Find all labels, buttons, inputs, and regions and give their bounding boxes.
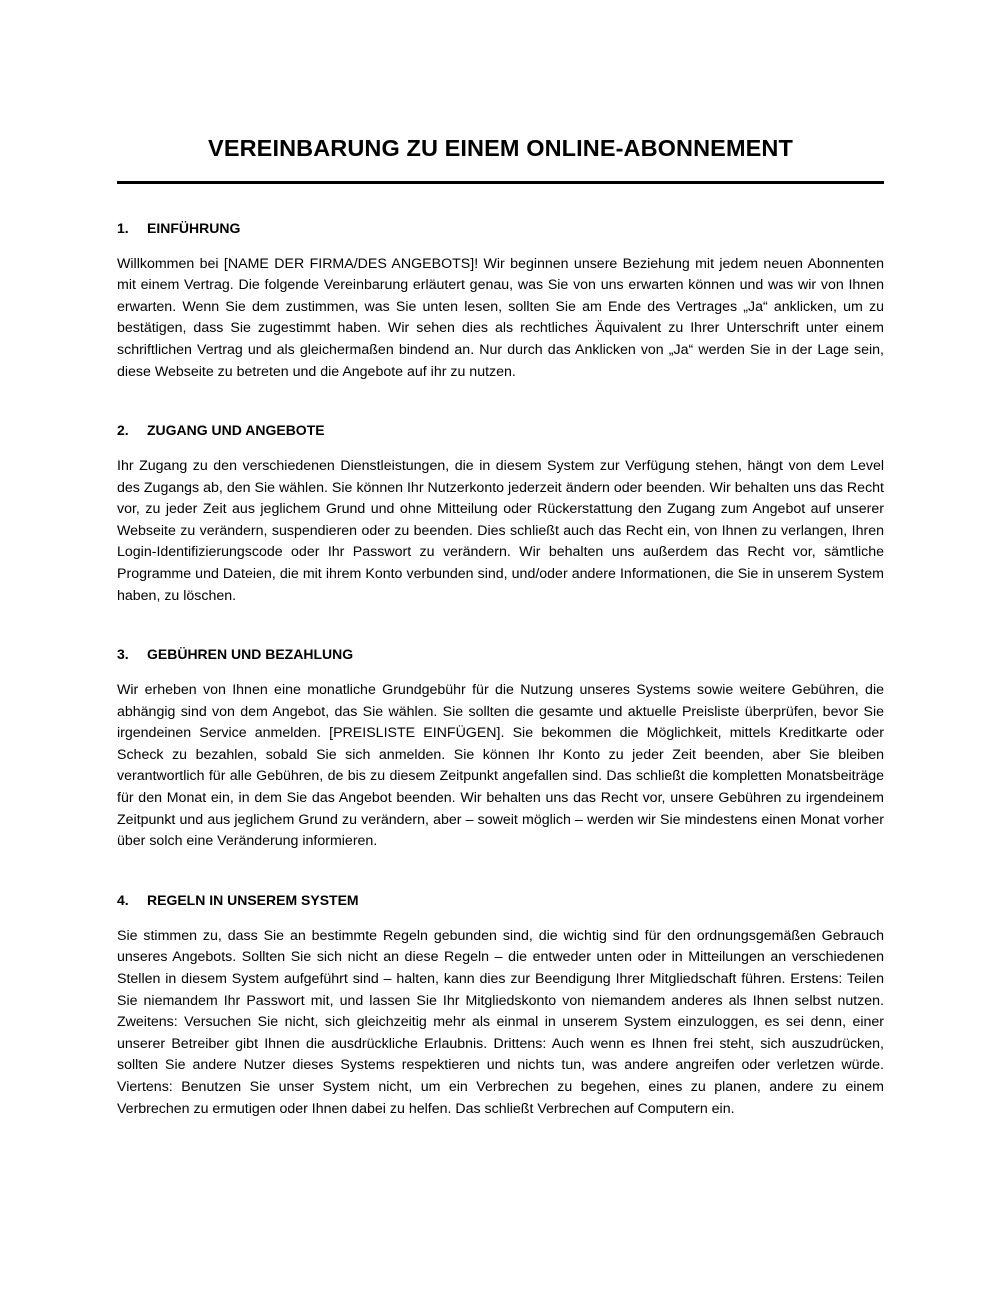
section-2-heading-text: ZUGANG UND ANGEBOTE <box>147 422 325 439</box>
spacer <box>117 853 884 891</box>
spacer <box>117 607 884 645</box>
section-4 <box>117 891 884 1120</box>
section-4-body: Sie stimmen zu, dass Sie an bestimmte Regeln gebunden sind, die wichtig sind für den ordnungsgemäßen Gebrauch unseres Angebots. Sollten Sie sich nicht an diese Regeln – die entweder unten oder in Mitteilungen an verschiedenen Stellen in diesem System aufgeführt sind – halten, kann dies zur Beendigung Ihrer Mitgliedschaft führen. Erstens: Teilen Sie niemandem Ihr Passwort mit, und lassen Sie Ihr Mitgliedskonto von niemandem anderes als Ihnen selbst nutzen. Zweitens: Versuchen Sie nicht, sich gleichzeitig mehr als einmal in unserem System einzuloggen, es sei denn, einer unserer Betreiber gibt Ihnen die ausdrückliche Erlaubnis. Drittens: Auch wenn es Ihnen frei steht, sich auszudrücken, sollten Sie andere Nutzer dieses Systems respektieren und nichts tun, was andere angreifen oder verletzen würde. Viertens: Benutzen Sie unser System nicht, um ein Verbrechen zu begehen, eines zu planen, andere zu einem Verbrechen zu ermutigen oder Ihnen dabei zu helfen. Das schließt Verbrechen auf Computern ein. <box>117 927 884 1117</box>
section-4-heading <box>117 891 884 910</box>
spacer <box>117 664 884 680</box>
section-3-heading <box>117 645 884 664</box>
document-content <box>117 135 884 1120</box>
section-2-heading <box>117 421 884 440</box>
section-1 <box>117 219 884 383</box>
section-3-heading-text: GEBÜHREN UND BEZAHLUNG <box>147 646 354 663</box>
section-4-heading-text: REGELN IN UNSEREM SYSTEM <box>147 891 359 908</box>
section-2 <box>117 421 884 607</box>
section-3 <box>117 645 884 853</box>
page-title: VEREINBARUNG ZU EINEM ONLINE-ABONNEMENT <box>208 135 793 161</box>
section-3-number: 3. <box>117 646 129 663</box>
section-1-number: 1. <box>117 219 129 236</box>
spacer <box>117 238 884 254</box>
section-1-heading-text: EINFÜHRUNG <box>147 219 241 236</box>
spacer <box>117 184 884 219</box>
section-4-number: 4. <box>117 891 129 908</box>
spacer <box>117 383 884 421</box>
section-3-body: Wir erheben von Ihnen eine monatliche Grundgebühr für die Nutzung unseres Systems sowie weitere Gebühren, die abhängig sind von dem Angebot, das Sie wählen. Sie sollten die gesamte und aktuelle Preisliste überprüfen, bevor Sie irgendeinen Service anmelden. [PREISLISTE EINFÜGEN]. Sie bekommen die Möglichkeit, mittels Kreditkarte oder Scheck zu bezahlen, sobald Sie sich anmelden. Sie können Ihr Konto zu jeder Zeit beenden, aber Sie bleiben verantwortlich für alle Gebühren, de bis zu diesem Zeitpunkt angefallen sind. Das schließt die kompletten Monatsbeiträge für den Monat ein, in dem Sie das Angebot beenden. Wir behalten uns das Recht vor, unsere Gebühren zu irgendeinem Zeitpunkt und aus jeglichem Grund zu verändern, aber – soweit möglich – werden wir Sie mindestens einen Monat vorher über solch eine Veränderung informieren. <box>117 682 884 850</box>
section-1-body: Willkommen bei [NAME DER FIRMA/DES ANGEBOTS]! Wir beginnen unsere Beziehung mit jedem neuen Abonnenten mit einem Vertrag. Die folgende Vereinbarung erläutert genau, was Sie von uns erwarten können und was wir von Ihnen erwarten. Wenn Sie dem zustimmen, was Sie unten lesen, sollten Sie am Ende des Vertrages „Ja“ anklicken, um zu bestätigen, dass Sie zugestimmt haben. Wir sehen dies als rechtliches Äquivalent zu Ihrer Unterschrift unter einem schriftlichen Vertrag und als gleichermaßen bindend an. Nur durch das Anklicken von „Ja“ werden Sie in der Lage sein, diese Webseite zu betreten und die Angebote auf ihr zu nutzen. <box>117 255 884 380</box>
section-1-heading <box>117 219 884 238</box>
spacer <box>117 910 884 926</box>
section-2-number: 2. <box>117 422 129 439</box>
section-2-body: Ihr Zugang zu den verschiedenen Dienstleistungen, die in diesem System zur Verfügung stehen, hängt von dem Level des Zugangs ab, den Sie wählen. Sie können Ihr Nutzerkonto jederzeit ändern oder beenden. Wir behalten uns das Recht vor, zu jeder Zeit aus jeglichem Grund und ohne Mitteilung oder Rückerstattung den Zugang zum Angebot auf unserer Webseite zu verändern, suspendieren oder zu beenden. Dies schließt auch das Recht ein, von Ihnen zu verlangen, Ihren Login-Identifizierungscode oder Ihr Passwort zu verändern. Wir behalten uns außerdem das Recht vor, sämtliche Programme und Dateien, die mit ihrem Konto verbunden sind, und/oder andere Informationen, die Sie in unserem System haben, zu löschen. <box>117 458 884 604</box>
spacer <box>117 440 884 456</box>
